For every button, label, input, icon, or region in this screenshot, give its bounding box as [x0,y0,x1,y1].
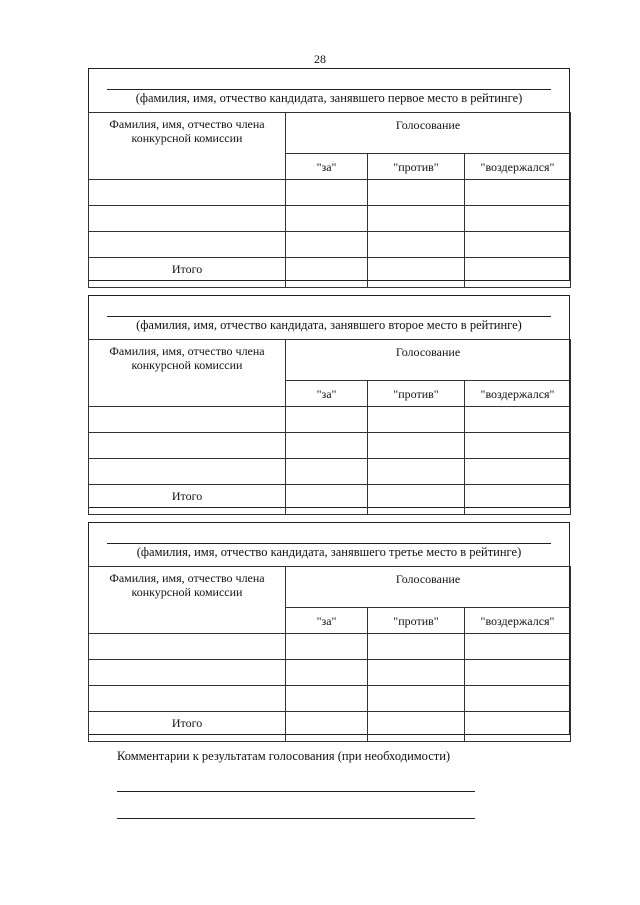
abstain-cell[interactable] [465,407,571,433]
for-cell[interactable] [286,459,368,485]
for-cell[interactable] [286,634,368,660]
voting-table-third [88,522,570,735]
for-cell[interactable] [286,660,368,686]
against-cell[interactable] [368,232,465,258]
table-row [89,686,571,712]
total-against-cell[interactable] [368,485,465,515]
comment-line-2[interactable] [117,818,475,819]
voting-header: Голосование [286,113,571,154]
candidate-name-line[interactable] [107,543,551,544]
total-label: Итого [89,258,286,288]
abstain-cell[interactable] [465,660,571,686]
member-name-cell[interactable] [89,459,286,485]
abstain-column-header: "воздержался" [465,381,571,407]
abstain-cell[interactable] [465,686,571,712]
against-cell[interactable] [368,459,465,485]
comment-line-1[interactable] [117,791,475,792]
member-name-cell[interactable] [89,433,286,459]
member-name-cell[interactable] [89,180,286,206]
total-abstain-cell[interactable] [465,258,571,288]
member-name-cell[interactable] [89,660,286,686]
voting-header: Голосование [286,340,571,381]
table-row [89,634,571,660]
total-label: Итого [89,712,286,742]
for-cell[interactable] [286,206,368,232]
against-cell[interactable] [368,634,465,660]
table-row [89,433,571,459]
voting-table-first [88,68,570,281]
total-row [89,485,571,515]
table-row [89,232,571,258]
comments-label: Комментарии к результатам голосования (при необходимости) [117,749,451,763]
total-label: Итого [89,485,286,515]
against-column-header: "против" [368,608,465,634]
abstain-cell[interactable] [465,634,571,660]
abstain-cell[interactable] [465,433,571,459]
abstain-cell[interactable] [465,206,571,232]
abstain-column-header: "воздержался" [465,608,571,634]
against-cell[interactable] [368,660,465,686]
table-row [89,206,571,232]
total-for-cell[interactable] [286,258,368,288]
against-cell[interactable] [368,206,465,232]
total-for-cell[interactable] [286,712,368,742]
for-column-header: "за" [286,381,368,407]
candidate-name-line[interactable] [107,89,551,90]
for-cell[interactable] [286,180,368,206]
candidate-caption: (фамилия, имя, отчество кандидата, занявшего третье место в рейтинге) [136,545,522,559]
against-column-header: "против" [368,381,465,407]
member-name-cell[interactable] [89,232,286,258]
abstain-cell[interactable] [465,180,571,206]
table-row [89,660,571,686]
member-name-header: Фамилия, имя, отчество члена конкурсной комиссии [89,340,286,407]
abstain-cell[interactable] [465,232,571,258]
against-cell[interactable] [368,686,465,712]
total-abstain-cell[interactable] [465,485,571,515]
total-abstain-cell[interactable] [465,712,571,742]
against-column-header: "против" [368,154,465,180]
voting-grid [88,339,571,515]
voting-grid [88,112,571,288]
page-number: 28 [314,52,326,66]
voting-header: Голосование [286,567,571,608]
member-name-cell[interactable] [89,634,286,660]
abstain-cell[interactable] [465,459,571,485]
candidate-caption: (фамилия, имя, отчество кандидата, занявшего второе место в рейтинге) [136,318,522,332]
candidate-name-line[interactable] [107,316,551,317]
member-name-cell[interactable] [89,407,286,433]
for-cell[interactable] [286,407,368,433]
for-column-header: "за" [286,608,368,634]
against-cell[interactable] [368,433,465,459]
total-row [89,712,571,742]
abstain-column-header: "воздержался" [465,154,571,180]
member-name-header: Фамилия, имя, отчество члена конкурсной комиссии [89,567,286,634]
for-cell[interactable] [286,232,368,258]
for-cell[interactable] [286,433,368,459]
member-name-header: Фамилия, имя, отчество члена конкурсной комиссии [89,113,286,180]
total-against-cell[interactable] [368,258,465,288]
against-cell[interactable] [368,180,465,206]
member-name-cell[interactable] [89,686,286,712]
table-row [89,180,571,206]
against-cell[interactable] [368,407,465,433]
voting-table-second [88,295,570,508]
total-row [89,258,571,288]
voting-grid [88,566,571,742]
table-row [89,459,571,485]
total-for-cell[interactable] [286,485,368,515]
candidate-caption: (фамилия, имя, отчество кандидата, занявшего первое место в рейтинге) [135,91,523,105]
total-against-cell[interactable] [368,712,465,742]
table-row [89,407,571,433]
for-column-header: "за" [286,154,368,180]
for-cell[interactable] [286,686,368,712]
member-name-cell[interactable] [89,206,286,232]
